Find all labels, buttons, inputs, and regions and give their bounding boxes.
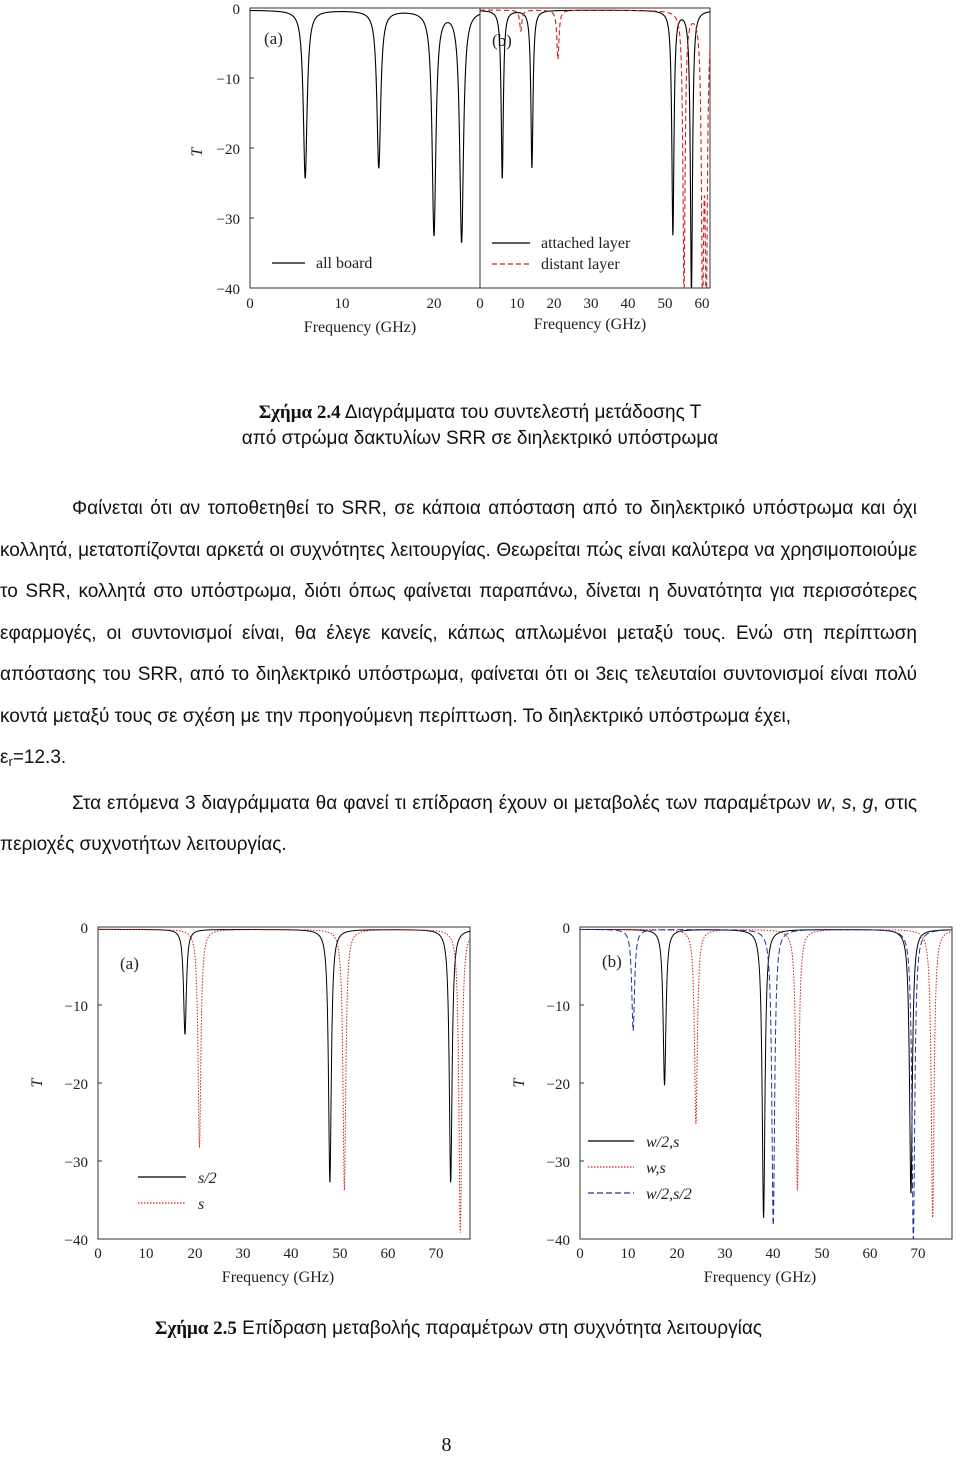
fig25b-panel-label: (b)	[602, 952, 622, 971]
page-number: 8	[441, 1434, 452, 1456]
fig25a-xtick-1: 10	[138, 1246, 154, 1262]
body-text	[0, 488, 917, 866]
paragraph-2-g: g	[862, 792, 874, 814]
fig25a-xtick-6: 60	[380, 1246, 396, 1262]
fig24a-ylabel: T	[189, 147, 206, 157]
fig25a-xtick-3: 30	[235, 1246, 251, 1262]
fig25b-xlabel: Frequency (GHz)	[703, 1269, 817, 1286]
fig24b-xtick-4: 40	[620, 296, 636, 312]
fig24b-legend-label-1: distant layer	[541, 256, 620, 273]
fig24-ytick-0: 0	[232, 2, 240, 18]
paragraph-2-s: s	[841, 792, 852, 814]
fig25a-xtick-4: 40	[283, 1246, 299, 1262]
fig24-ytick-1: −10	[216, 72, 240, 88]
fig24b-xtick-2: 20	[546, 296, 562, 312]
figure-2-5-caption-number: Σχήμα 2.5	[155, 1318, 237, 1339]
fig25a-series-s	[98, 929, 470, 1232]
fig24b-xtick-6: 60	[694, 296, 710, 312]
figure-2-5	[0, 915, 960, 1295]
fig25b-legend-label-2: w/2,s/2	[646, 1186, 692, 1203]
fig25b-ytick-1: −10	[546, 999, 570, 1015]
fig25a-xlabel: Frequency (GHz)	[221, 1269, 335, 1286]
paragraph-1-text: Φαίνεται ότι αν τοποθετηθεί το SRR, σε κάποια απόσταση από το διηλεκτρικό υπόστρωμα και όχι κολλητά, μετατοπίζονται αρκετά οι συχνότητες λειτουργίας. Θεωρείται πώς είναι καλύτερα να χρησιμοποιούμε το SRR, κολλητά στο υπόστρωμα, διότι όπως φαίνεται παραπάνω, δίνεται η δυνατότητα για περισσότερες εφαρμογές, οι συντονισμοί είναι, θα έλεγε κανείς, κάπως απλωμένοι μεταξύ τους. Ενώ στη περίπτωση απόστασης του SRR, από το διηλεκτρικό υπόστρωμα, φαίνεται ότι οι 3εις τελευταίοι συντονισμοί είναι πολύ κοντά μεταξύ τους σε σχέση με την προηγούμενη περίπτωση. Το διηλεκτρικό υπόστρωμα έχει,	[0, 498, 917, 727]
figure-2-4-caption-line1	[0, 400, 960, 426]
fig25a-ytick-0: 0	[80, 921, 88, 937]
figure-2-4	[180, 0, 730, 345]
fig25a-ylabel: T	[29, 1078, 46, 1088]
fig24a-xtick-1: 10	[334, 296, 350, 312]
fig24b-panel-label: (b)	[492, 31, 512, 50]
paragraph-1-epsilon: ε	[0, 747, 9, 768]
fig25b-ytick-3: −30	[546, 1155, 570, 1171]
fig24b-xtick-3: 30	[583, 296, 599, 312]
fig25a-panel-label: (a)	[120, 954, 139, 973]
fig25a-ytick-2: −20	[64, 1077, 88, 1093]
paragraph-1	[0, 488, 917, 783]
fig24-ytick-2: −20	[216, 142, 240, 158]
fig25b-ytick-2: −20	[546, 1077, 570, 1093]
fig25b-xtick-5: 50	[814, 1246, 830, 1262]
paragraph-2-prefix: Στα επόμενα 3 διαγράμματα θα φανεί τι επίδραση έχουν οι μεταβολές των παραμέτρων	[72, 792, 817, 814]
fig25b-xtick-4: 40	[765, 1246, 781, 1262]
fig25b-plot-area	[580, 927, 952, 1239]
paragraph-2: Στα επόμενα 3 διαγράμματα θα φανεί τι επίδραση έχουν οι μεταβολές των παραμέτρων w, s, g, στις περιοχές συχνοτήτων λειτουργίας.	[0, 792, 918, 855]
fig24a-xlabel: Frequency (GHz)	[303, 319, 417, 336]
figure-2-4-caption-line2: από στρώμα δακτυλίων SRR σε διηλεκτρικό υπόστρωμα	[241, 428, 719, 449]
fig25b-legend-label-0: w/2,s	[646, 1134, 680, 1151]
fig24b-xtick-1: 10	[509, 296, 525, 312]
fig25b-xtick-7: 70	[910, 1246, 926, 1262]
figure-2-5-caption-text: Επίδραση μεταβολής παραμέτρων στη συχνότητα λειτουργίας	[236, 1318, 762, 1339]
fig25b-ylabel: T	[511, 1078, 528, 1088]
fig25b-xtick-3: 30	[717, 1246, 733, 1262]
paragraph-1-epsilon-value: =12.3.	[12, 747, 67, 768]
fig25a-plot-area	[98, 927, 470, 1239]
fig25a-xtick-5: 50	[332, 1246, 348, 1262]
fig25b-xtick-0: 0	[576, 1246, 584, 1262]
fig25b-legend-label-1: w,s	[646, 1160, 666, 1177]
fig25b-ytick-4: −40	[546, 1233, 570, 1249]
fig25b-xtick-6: 60	[862, 1246, 878, 1262]
fig25b-series-w-half-s	[580, 929, 952, 1218]
fig24b-xtick-5: 50	[657, 296, 673, 312]
fig25b-series-w-half-s-half	[580, 929, 952, 1239]
figure-2-5-caption	[0, 1316, 917, 1342]
fig25b-ytick-0: 0	[562, 921, 570, 937]
fig25a-legend-label-0: s/2	[198, 1170, 217, 1187]
fig25a-xtick-7: 70	[428, 1246, 444, 1262]
figure-2-4-caption-text: Διαγράμματα του συντελεστή μετάδοσης Τ	[340, 402, 702, 423]
paragraph-2-suffix: , στις περιοχές συχνοτήτων λειτουργίας.	[0, 792, 918, 855]
fig25a-series-s-half	[98, 929, 470, 1182]
fig25b-xtick-2: 20	[669, 1246, 685, 1262]
fig24a-panel-label: (a)	[264, 29, 283, 48]
fig24a-xtick-0: 0	[246, 296, 254, 312]
figure-2-4-caption	[0, 400, 960, 452]
fig25a-xtick-2: 20	[187, 1246, 203, 1262]
fig24a-series-all-board	[250, 11, 480, 243]
fig25a-ytick-4: −40	[64, 1233, 88, 1249]
fig25b-xtick-1: 10	[620, 1246, 636, 1262]
fig24a-xtick-2: 20	[426, 296, 442, 312]
paragraph-2-w: w	[816, 792, 831, 814]
figure-2-4-caption-number: Σχήμα 2.4	[258, 402, 341, 423]
fig24b-xlabel: Frequency (GHz)	[533, 316, 647, 333]
paragraph-1-epsilon-sub: r	[8, 754, 13, 769]
fig25a-ytick-3: −30	[64, 1155, 88, 1171]
fig24-ytick-3: −30	[216, 212, 240, 228]
fig24b-xtick-0: 0	[476, 296, 484, 312]
fig25a-ytick-1: −10	[64, 999, 88, 1015]
fig25a-legend-label-1: s	[198, 1196, 205, 1213]
fig25b-series-w-s	[580, 929, 952, 1217]
fig25a-xtick-0: 0	[94, 1246, 102, 1262]
fig24b-legend-label-0: attached layer	[541, 235, 631, 252]
fig24a-plot-area	[250, 8, 480, 288]
fig24a-legend-label-0: all board	[316, 255, 373, 272]
fig24-ytick-4: −40	[216, 282, 240, 298]
